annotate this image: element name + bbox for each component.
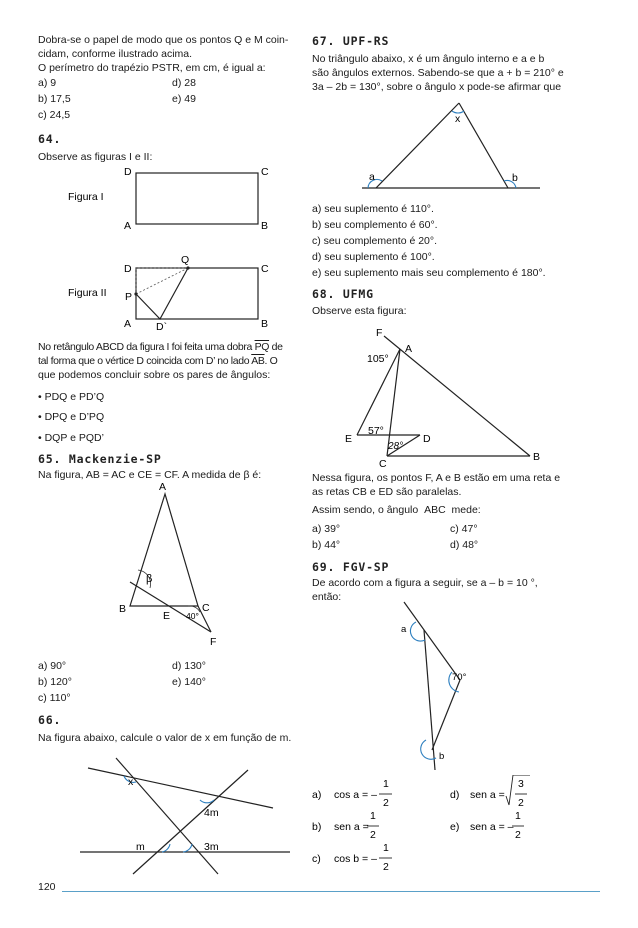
q65-triangle-figure: [38, 482, 300, 652]
q69-options: [312, 775, 574, 875]
q69-text-1: De acordo com a figura a seguir, se a – b = 10 °,: [312, 577, 538, 589]
q69-option-c-den: 2: [383, 861, 389, 873]
q65-C: C: [202, 602, 210, 614]
q64-text-2: tal forma que o vértice D coincida com D’ no lado $\overline{AB}$. O: [38, 355, 278, 367]
q63-option-e: e) 49: [172, 93, 196, 105]
q69-option-a-lhs: cos a = –: [334, 789, 377, 801]
q69-option-e-label: e): [450, 821, 460, 833]
q63-option-d: d) 28: [172, 77, 196, 89]
page-number: 120: [38, 881, 56, 893]
fig1-A: A: [124, 220, 132, 232]
q68-B: B: [533, 451, 541, 463]
q69-label-70: 70°: [452, 672, 467, 683]
q69-option-e-num: 1: [515, 810, 521, 822]
q65-A: A: [159, 482, 167, 493]
fig2-B: B: [261, 318, 269, 330]
q68-option-a: a) 39°: [312, 523, 341, 535]
q67-option-a: a) seu suplemento é 110°.: [312, 203, 434, 215]
q65-E: E: [163, 610, 171, 622]
fig1-D: D: [124, 166, 132, 178]
fig2-Dprime: D`: [156, 321, 168, 333]
q68-105: 105°: [367, 353, 389, 365]
q66-label-4m: 4m: [204, 807, 219, 819]
q67-option-c: c) seu complemento é 20°.: [312, 235, 438, 247]
q69-option-d-lhs: sen a =: [470, 789, 505, 801]
q67-label-b: b: [512, 172, 518, 184]
q69-option-b-den: 2: [370, 829, 376, 841]
q65-option-c: c) 110°: [38, 692, 71, 704]
q68-header: 68. UFMG: [312, 287, 374, 301]
q68-option-b: b) 44°: [312, 539, 341, 551]
fig1-C: C: [261, 166, 269, 178]
q68-option-c: c) 47°: [450, 523, 478, 535]
q66-text: Na figura abaixo, calcule o valor de x em função de m.: [38, 732, 292, 744]
fig1-label: Figura I: [68, 191, 104, 203]
q65-triangle: [130, 494, 198, 606]
q64-figures: [38, 160, 300, 335]
fig2-rectangle: [136, 268, 258, 319]
q66-label-3m: 3m: [204, 841, 219, 853]
q69-option-b-label: b): [312, 821, 322, 833]
q68-figure: [312, 322, 574, 467]
footer-rule: [62, 891, 600, 892]
fig2-label: Figura II: [68, 287, 107, 299]
q67-option-d: d) seu suplemento é 100°.: [312, 251, 435, 263]
q66-m-arc: [162, 844, 170, 852]
q69-header: 69. FGV-SP: [312, 560, 390, 574]
q65-header: 65. Mackenzie-SP: [38, 452, 162, 466]
q65-option-e: e) 140°: [172, 676, 206, 688]
q65-option-a: a) 90°: [38, 660, 67, 672]
q69-option-a-den: 2: [383, 797, 389, 809]
q67-label-x: x: [455, 113, 461, 125]
q68-D: D: [423, 433, 431, 445]
q67-label-a: a: [369, 171, 375, 183]
q65-option-d: d) 130°: [172, 660, 206, 672]
fig1-B: B: [261, 220, 269, 232]
q65-option-b: b) 120°: [38, 676, 72, 688]
q69-text-2: então:: [312, 591, 342, 603]
q64-text-1: No retângulo ABCD da figura I foi feita uma dobra $\overline{PQ}$ de: [38, 341, 283, 353]
q63-text-2: cidam, conforme ilustrado acima.: [38, 48, 193, 60]
q64-pair-3: • DQP e PQD’: [38, 432, 104, 444]
q68-E: E: [345, 433, 353, 445]
q69-label-b: b: [439, 751, 445, 762]
q67-text-2: são ângulos externos. Sabendo-se que a + b = 210° e: [312, 67, 564, 79]
q64-intro: Observe as figuras I e II:: [38, 151, 153, 163]
q65-text: Na figura, AB = AC e CE = CF. A medida de β é:: [38, 469, 262, 481]
q69-label-a: a: [401, 624, 407, 635]
q66-label-m: m: [136, 841, 145, 853]
q68-57: 57°: [368, 425, 384, 437]
fig2-Q: Q: [181, 254, 190, 266]
q68-text-1: Nessa figura, os pontos F, A e B estão em uma reta e: [312, 472, 561, 484]
q65-F: F: [210, 636, 217, 648]
q67-text-3: 3a – 2b = 130°, sobre o ângulo x pode-se afirmar que: [312, 81, 562, 93]
q67-option-e: e) seu suplemento mais seu complemento é 180°.: [312, 267, 546, 279]
q69-option-c-label: c): [312, 853, 321, 865]
q64-pair-2: • DPQ e D’PQ: [38, 411, 105, 423]
q69-line-vertical: [424, 630, 435, 770]
q63-option-b: b) 17,5: [38, 93, 71, 105]
fig2-fold-line: [136, 268, 188, 319]
q66-line-diag-2: [133, 770, 248, 874]
q69-option-d-num: 3: [518, 778, 524, 790]
q68-28: 28°: [388, 441, 404, 452]
q68-C: C: [379, 458, 387, 467]
q68-text-3: Assim sendo, o ângulo ABC mede:: [312, 504, 481, 516]
q69-option-c-lhs: cos b = –: [334, 853, 377, 865]
q64-header: 64.: [38, 132, 62, 146]
q63-option-a: a) 9: [38, 77, 57, 89]
q63-option-c: c) 24,5: [38, 109, 71, 121]
q69-option-a-num: 1: [383, 778, 389, 790]
q68-A: A: [405, 343, 413, 355]
q65-B: B: [119, 603, 127, 615]
fig2-P-point: [134, 292, 137, 295]
q66-lines-figure: [38, 748, 300, 883]
q67-right-side: [459, 103, 508, 188]
q64-pair-1: • PDQ e PD’Q: [38, 391, 105, 403]
q69-option-d-den: 2: [518, 797, 524, 809]
q65-angle-40: 40°: [186, 611, 199, 621]
q69-option-e-den: 2: [515, 829, 521, 841]
q63-text-1: Dobra-se o papel de modo que os pontos Q e M coin-: [38, 34, 289, 46]
q69-a-arc: [410, 622, 425, 641]
q65-beta: β: [146, 573, 153, 585]
q67-left-side: [376, 103, 459, 188]
q67-triangle-figure: [312, 95, 574, 195]
q66-header: 66.: [38, 713, 62, 727]
fig2-A: A: [124, 318, 132, 330]
q68-text-2: as retas CB e ED são paralelas.: [312, 486, 462, 498]
q63-text-3: O perímetro do trapézio PSTR, em cm, é igual a:: [38, 62, 266, 74]
fig1-rectangle: [136, 173, 258, 224]
q68-intro: Observe esta figura:: [312, 305, 407, 317]
q66-label-x: x: [128, 776, 134, 788]
q69-figure: [312, 600, 574, 775]
q68-segment-AC: [387, 349, 400, 456]
q69-option-c-num: 1: [383, 842, 389, 854]
q69-option-a-label: a): [312, 789, 322, 801]
q66-line-top: [88, 768, 273, 808]
q67-header: 67. UPF-RS: [312, 34, 390, 48]
q67-text-1: No triângulo abaixo, x é um ângulo interno e a e b: [312, 53, 545, 65]
q69-line-top: [404, 602, 460, 680]
fig2-Q-point: [186, 266, 189, 269]
q66-3m-arc: [183, 844, 192, 852]
q69-option-b-num: 1: [370, 810, 376, 822]
q67-option-b: b) seu complemento é 60°.: [312, 219, 438, 231]
q69-option-b-lhs: sen a =: [334, 821, 369, 833]
fig2-P: P: [125, 291, 133, 303]
q69-option-d-label: d): [450, 789, 460, 801]
q69-option-e-lhs: sen a = –: [470, 821, 514, 833]
q68-F: F: [376, 327, 383, 339]
q68-option-d: d) 48°: [450, 539, 479, 551]
fig2-C: C: [261, 263, 269, 275]
q64-text-3: que podemos concluir sobre os pares de ângulos:: [38, 369, 271, 381]
fig2-D: D: [124, 263, 132, 275]
q69-line-diagonal: [432, 680, 460, 750]
